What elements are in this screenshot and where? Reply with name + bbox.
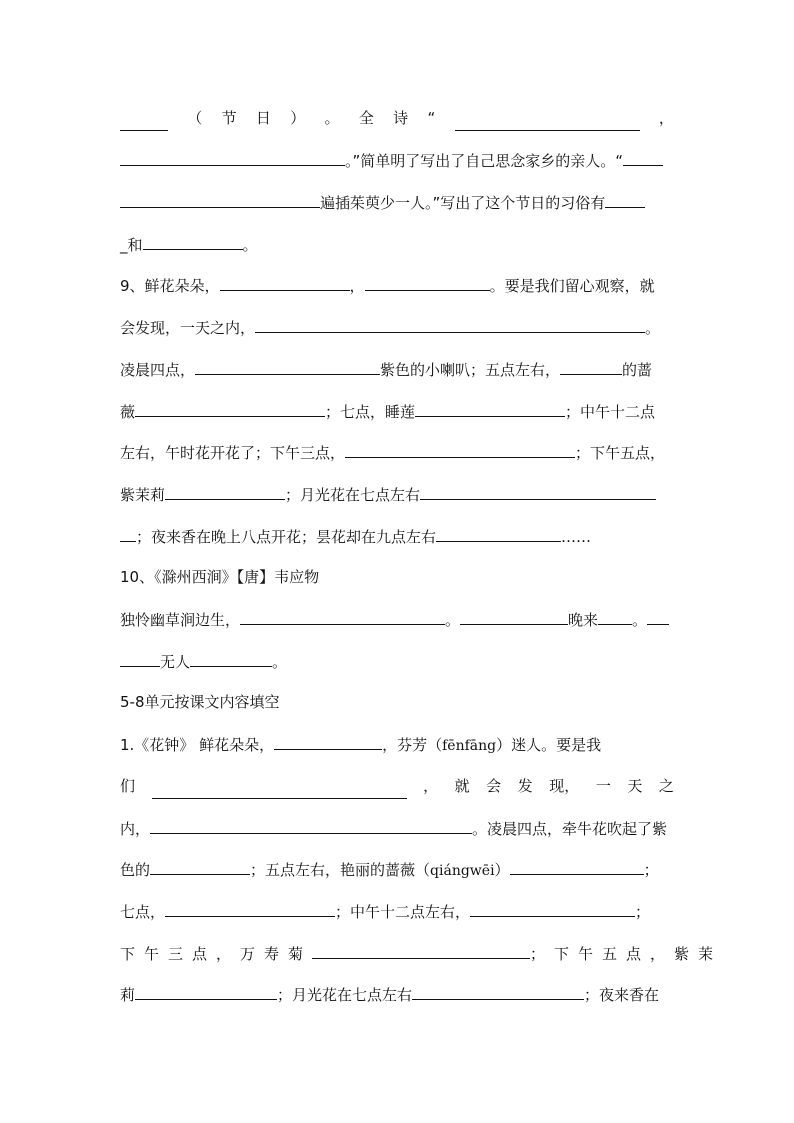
text: …… — [561, 528, 592, 546]
text: 。要是我们留心观察，就 — [489, 277, 655, 295]
text: 。 — [445, 611, 461, 629]
line-21 — [120, 940, 723, 966]
blank[interactable] — [120, 648, 160, 667]
line-6 — [120, 314, 674, 340]
text: 左右，午时花开花了；下午三点， — [120, 444, 346, 462]
blank[interactable] — [412, 981, 584, 1000]
text: 遍插茱萸少一人。” — [320, 194, 441, 212]
blank[interactable] — [150, 815, 472, 834]
line-5 — [120, 272, 674, 298]
blank[interactable] — [152, 780, 407, 799]
line-8 — [120, 398, 674, 424]
pinyin: fēnfāng — [442, 738, 497, 754]
text: ） — [290, 109, 306, 127]
text: 写出了这个节日的习俗有 — [440, 194, 606, 212]
text: 。 — [645, 319, 661, 337]
text: 色的 — [120, 861, 151, 879]
blank[interactable] — [647, 606, 669, 625]
line-3 — [120, 189, 674, 215]
text: ，芬芳（ — [382, 736, 443, 754]
text: 。 — [632, 611, 648, 629]
line-18 — [120, 815, 674, 841]
text: 晚来 — [568, 611, 599, 629]
text: 诗 — [393, 109, 409, 127]
line-1 — [120, 105, 674, 131]
blank[interactable] — [240, 606, 445, 625]
text: ；七点，睡莲 — [325, 403, 416, 421]
text: 下午三点，万寿菊 — [120, 945, 313, 963]
text: ；夜来香在晚上八点开花；昙花却在九点左右 — [136, 528, 437, 546]
text: 。”简单明了写出了自己思念家乡的亲人。“ — [345, 152, 624, 170]
text: 现， — [549, 777, 580, 795]
text: 莉 — [120, 986, 136, 1004]
blank[interactable] — [274, 731, 382, 750]
text: 一 — [595, 777, 611, 795]
text: 全 — [358, 109, 374, 127]
text: 紫茉莉 — [120, 486, 166, 504]
text: ；下午五点， — [575, 444, 666, 462]
text: 。 — [242, 236, 258, 254]
blank[interactable] — [436, 523, 561, 542]
text: “ — [427, 109, 436, 127]
text: 会发现，一天之内， — [120, 319, 256, 337]
text: ；月光花在七点左右 — [277, 986, 413, 1004]
blank[interactable] — [415, 398, 565, 417]
text: ； — [635, 903, 651, 921]
text: 天 — [627, 777, 643, 795]
text: ， — [423, 777, 439, 795]
blank[interactable] — [195, 356, 380, 375]
text: ） — [494, 861, 510, 879]
blank[interactable] — [165, 481, 285, 500]
pinyin: qiángwēi — [430, 863, 495, 879]
text: ；中午十二点 — [565, 403, 656, 421]
line-19 — [120, 856, 674, 882]
line-15 — [120, 689, 674, 715]
blank[interactable] — [598, 606, 632, 625]
blank[interactable] — [190, 648, 272, 667]
line-12 — [120, 564, 674, 590]
blank[interactable] — [165, 898, 335, 917]
line-17 — [120, 773, 674, 799]
text: ； — [643, 861, 659, 879]
text: 紫色的小喇叭；五点左右， — [380, 361, 561, 379]
line-4 — [120, 231, 674, 257]
text: ， — [658, 109, 674, 127]
text: 的蔷 — [622, 361, 653, 379]
blank[interactable] — [220, 272, 350, 291]
line-20 — [120, 898, 674, 924]
blank[interactable] — [455, 112, 640, 131]
blank[interactable] — [143, 231, 243, 250]
text: 无人 — [160, 653, 191, 671]
text: 凌晨四点， — [120, 361, 196, 379]
blank[interactable] — [120, 523, 136, 542]
line-16 — [120, 731, 674, 757]
line-13 — [120, 606, 674, 632]
line-14 — [120, 648, 674, 674]
blank[interactable] — [135, 981, 277, 1000]
line-22 — [120, 981, 674, 1007]
blank[interactable] — [560, 356, 622, 375]
blank[interactable] — [365, 272, 490, 291]
blank[interactable] — [255, 314, 645, 333]
text: 七点， — [120, 903, 166, 921]
text: 。凌晨四点，牵牛花吹起了紫 — [472, 820, 668, 838]
blank[interactable] — [120, 112, 168, 131]
text: （ — [187, 109, 203, 127]
text: ）迷人。要是我 — [496, 736, 602, 754]
text: 日 — [255, 109, 271, 127]
line-9 — [120, 439, 674, 465]
blank[interactable] — [312, 940, 530, 959]
text: 会 — [486, 777, 502, 795]
text: 之 — [658, 777, 674, 795]
text: 独怜幽草涧边生， — [120, 611, 241, 629]
section-heading: 10、《滁州西涧》【唐】韦应物 — [120, 568, 320, 586]
text: 内， — [120, 820, 151, 838]
section-heading: 5-8单元按课文内容填空 — [120, 693, 280, 711]
text: 9、鲜花朵朵， — [120, 277, 220, 295]
blank[interactable] — [120, 189, 320, 208]
text: 。 — [272, 653, 288, 671]
line-2 — [120, 147, 674, 173]
line-10 — [120, 481, 674, 507]
blank[interactable] — [460, 606, 568, 625]
text: ；月光花在七点左右 — [285, 486, 421, 504]
blank[interactable] — [150, 856, 250, 875]
blank[interactable] — [623, 147, 663, 166]
blank[interactable] — [470, 898, 635, 917]
blank[interactable] — [510, 856, 644, 875]
text: ；中午十二点左右， — [335, 903, 471, 921]
blank[interactable] — [605, 189, 645, 208]
text: 。 — [324, 109, 340, 127]
line-7 — [120, 356, 674, 382]
text: 发 — [517, 777, 533, 795]
text: ；下午五点，紫茉 — [530, 945, 723, 963]
text: ；夜来香在 — [584, 986, 660, 1004]
blank[interactable] — [420, 481, 656, 500]
text: 薇 — [120, 403, 136, 421]
text: ， — [349, 277, 365, 295]
text: 节 — [221, 109, 237, 127]
blank[interactable] — [120, 147, 345, 166]
text: 就 — [454, 777, 470, 795]
blank[interactable] — [345, 439, 575, 458]
text: _和 — [120, 236, 143, 254]
blank[interactable] — [135, 398, 325, 417]
text: 们 — [120, 777, 136, 795]
text: ；五点左右，艳丽的蔷薇（ — [250, 861, 431, 879]
line-11 — [120, 523, 674, 549]
text: 1.《花钟》 鲜花朵朵， — [120, 736, 275, 754]
